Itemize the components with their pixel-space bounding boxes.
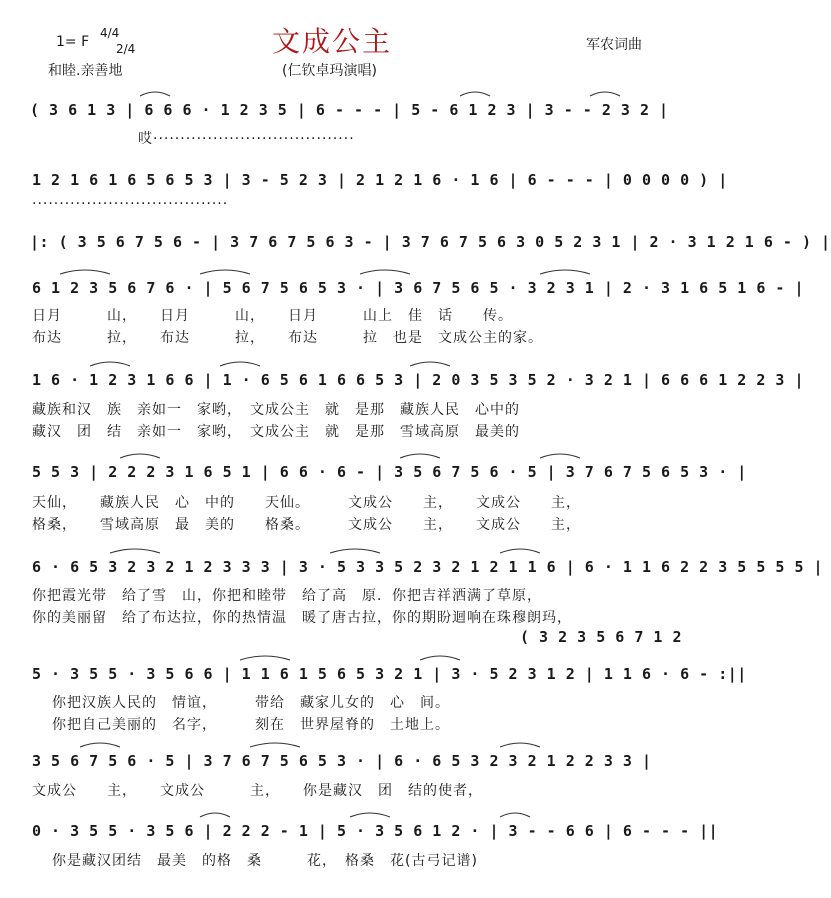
score-row-2-lyrics: ···································· <box>32 196 229 212</box>
score-row-8-lyrics-verse-2: 你把自己美丽的 名字， 刻在 世界屋脊的 土地上。 <box>52 717 450 733</box>
expression-marking: 和睦.亲善地 <box>48 63 123 79</box>
score-row-10-lyrics: 你是藏汉团结 最美 的格 桑 花， 格桑 花(古弓记谱) <box>52 853 478 869</box>
score-row-4-lyrics-verse-2: 布达 拉， 布达 拉， 布达 拉 也是 文成公主的家。 <box>32 330 543 346</box>
score-row-4-notes: 6 1 2 3 5 6 7 6 · | 5 6 7 5 6 5 3 · | 3 6 7 5 6 5 · 3 2 3 1 | 2 · 3 1 6 5 1 6 - | <box>32 279 804 297</box>
score-row-3-notes: |: ( 3 5 6 7 5 6 - | 3 7 6 7 5 6 3 - | 3 7 6 7 5 6 3 0 5 2 3 1 | 2 · 3 1 2 1 6 - ) | <box>30 233 831 251</box>
score-row-10-notes: 0 · 3 5 5 · 3 5 6 | 2 2 2 - 1 | 5 · 3 5 6 1 2 · | 3 - - 6 6 | 6 - - - || <box>32 822 719 840</box>
score-row-7-lyrics-verse-1: 你把霞光带 给了雪 山，你把和睦带 给了高 原．你把吉祥洒满了草原， <box>32 588 542 604</box>
score-row-1-lyrics: 哎····································· <box>138 131 355 147</box>
time-signature-2-4: 2/4 <box>116 42 136 56</box>
score-row-9-lyrics: 文成公 主， 文成公 主， 你是藏汉 团 结的使者， <box>32 783 483 799</box>
time-signature-4-4: 4/4 <box>100 26 120 40</box>
score-row-8-notes: 5 · 3 5 5 · 3 5 6 6 | 1 1 6 1 5 6 5 3 2 1 | 3 · 5 2 3 1 2 | 1 1 6 · 6 - :|| <box>32 665 747 683</box>
score-row-6-notes: 5 5 3 | 2 2 2 3 1 6 5 1 | 6 6 · 6 - | 3 5 6 7 5 6 · 5 | 3 7 6 7 5 6 5 3 · | <box>32 463 747 481</box>
score-row-4-lyrics-verse-1: 日月 山， 日月 山， 日月 山上 佳 话 传。 <box>32 308 513 324</box>
score-row-5-lyrics-verse-2: 藏汉 团 结 亲如一 家哟， 文成公主 就 是那 雪域高原 最美的 <box>32 424 520 440</box>
score-row-7-lyrics-verse-2: 你的美丽留 给了布达拉，你的热情温 暖了唐古拉，你的期盼迴响在珠穆朗玛， <box>32 610 572 626</box>
score-row-6-lyrics-verse-1: 天仙， 藏族人民 心 中的 天仙。 文成公 主， 文成公 主， <box>32 495 581 511</box>
score-row-7-notes: 6 · 6 5 3 2 3 2 1 2 3 3 3 | 3 · 5 3 3 5 2 3 2 1 2 1 1 6 | 6 · 1 1 6 2 2 3 5 5 5 5 | <box>32 558 824 576</box>
score-row-1-notes: ( 3 6 1 3 | 6 6 6 · 1 2 3 5 | 6 - - - | 5 - 6 1 2 3 | 3 - - 2 3 2 | <box>30 101 669 119</box>
composer-credit: 军农词曲 <box>586 37 642 53</box>
singer-credit: (仁钦卓玛演唱) <box>282 63 377 79</box>
score-row-5-notes: 1 6 · 1 2 3 1 6 6 | 1 · 6 5 6 1 6 6 5 3 | 2 0 3 5 3 5 2 · 3 2 1 | 6 6 6 1 2 2 3 | <box>32 371 804 389</box>
score-row-8-lyrics-verse-1: 你把汉族人民的 情谊， 带给 藏家儿女的 心 间。 <box>52 695 450 711</box>
score-row-6-lyrics-verse-2: 格桑， 雪域高原 最 美的 格桑。 文成公 主， 文成公 主， <box>32 517 581 533</box>
score-row-9-notes: 3 5 6 7 5 6 · 5 | 3 7 6 7 5 6 5 3 · | 6 · 6 5 3 2 3 2 1 2 2 3 3 | <box>32 752 652 770</box>
score-row-7-pickup-notes: ( 3 2 3 5 6 7 1 2 <box>520 628 683 646</box>
score-row-5-lyrics-verse-1: 藏族和汉 族 亲如一 家哟， 文成公主 就 是那 藏族人民 心中的 <box>32 402 520 418</box>
score-row-2-notes: 1 2 1 6 1 6 5 6 5 3 | 3 - 5 2 3 | 2 1 2 1 6 · 1 6 | 6 - - - | 0 0 0 0 ) | <box>32 171 728 189</box>
song-title: 文成公主 <box>272 25 393 58</box>
key-signature: 1= F <box>56 34 90 50</box>
